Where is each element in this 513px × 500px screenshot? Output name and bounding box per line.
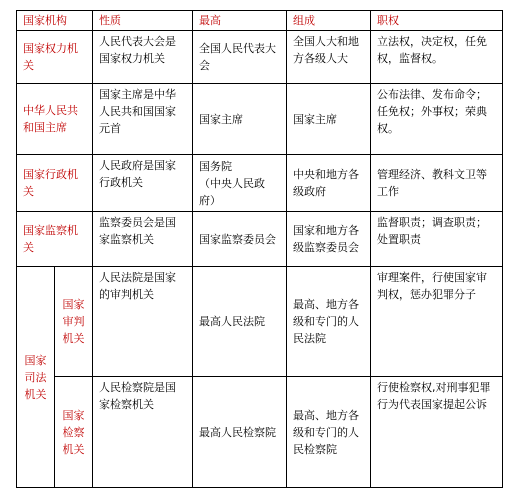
nature-cell: 人民政府是国家行政机关 xyxy=(93,155,193,212)
highest-cell: 国家监察委员会 xyxy=(193,212,287,267)
state-organs-table xyxy=(16,10,503,488)
header-nature: 性质 xyxy=(93,11,193,31)
nature-cell: 人民代表大会是国家权力机关 xyxy=(93,31,193,84)
table-row xyxy=(17,212,503,267)
table-row xyxy=(17,31,503,84)
composition-cell: 最高、地方各级和专门的人民检察院 xyxy=(287,377,371,488)
composition-cell: 国家主席 xyxy=(287,84,371,155)
nature-cell: 监察委员会是国家监察机关 xyxy=(93,212,193,267)
powers-cell: 公布法律、发布命令； 任免权；外事权；荣典权。 xyxy=(371,84,503,155)
header-powers: 职权 xyxy=(371,11,503,31)
organ-cell: 国家监察机关 xyxy=(17,212,93,267)
nature-cell: 国家主席是中华人民共和国国家元首 xyxy=(93,84,193,155)
header-highest: 最高 xyxy=(193,11,287,31)
table-row xyxy=(17,155,503,212)
composition-cell: 国家和地方各级监察委员会 xyxy=(287,212,371,267)
table-row xyxy=(17,267,503,377)
header-row xyxy=(17,11,503,31)
highest-cell: 最高人民法院 xyxy=(193,267,287,377)
header-organ: 国家机构 xyxy=(17,11,93,31)
powers-cell: 立法权，决定权，任免权，监督权。 xyxy=(371,31,503,84)
table-row xyxy=(17,377,503,488)
highest-cell: 国家主席 xyxy=(193,84,287,155)
highest-cell: 最高人民检察院 xyxy=(193,377,287,488)
powers-cell: 管理经济、教科文卫等工作 xyxy=(371,155,503,212)
organ-cell: 国家行政机关 xyxy=(17,155,93,212)
organ-cell: 中华人民共和国主席 xyxy=(17,84,93,155)
organ-cell: 国家权力机关 xyxy=(17,31,93,84)
powers-cell: 监督职责；调查职责；处置职责 xyxy=(371,212,503,267)
composition-cell: 最高、地方各级和专门的人民法院 xyxy=(287,267,371,377)
organ-cell: 国家检察机关 xyxy=(55,377,93,488)
composition-cell: 中央和地方各级政府 xyxy=(287,155,371,212)
judicial-group-cell: 国家司法机关 xyxy=(17,267,55,488)
nature-cell: 人民法院是国家的审判机关 xyxy=(93,267,193,377)
powers-cell: 行使检察权,对刑事犯罪行为代表国家提起公诉 xyxy=(371,377,503,488)
nature-cell: 人民检察院是国家检察机关 xyxy=(93,377,193,488)
organ-cell: 国家审判机关 xyxy=(55,267,93,377)
powers-cell: 审理案件，行使国家审判权，惩办犯罪分子 xyxy=(371,267,503,377)
composition-cell: 全国人大和地方各级人大 xyxy=(287,31,371,84)
highest-cell: 国务院 （中央人民政府） xyxy=(193,155,287,212)
header-composition: 组成 xyxy=(287,11,371,31)
table-row xyxy=(17,84,503,155)
highest-cell: 全国人民代表大会 xyxy=(193,31,287,84)
